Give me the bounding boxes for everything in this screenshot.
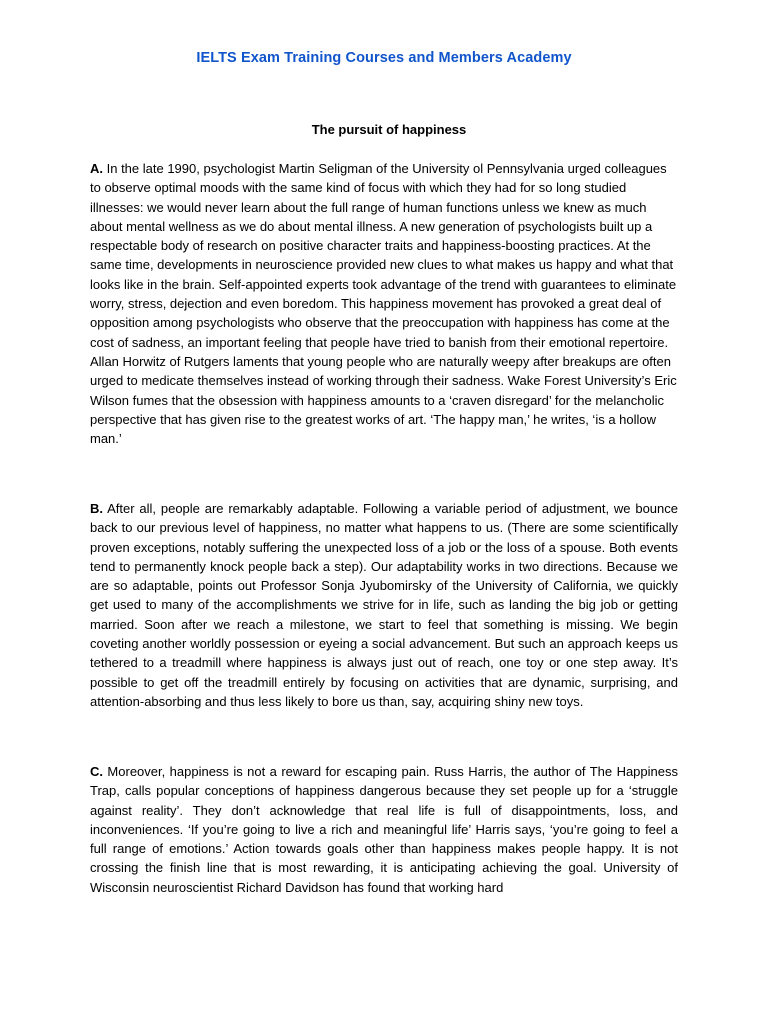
paragraph-text: After all, people are remarkably adaptable. Following a variable period of adjustment, we bounce back to our previous level of happiness, no matter what happens to us. (There are some scientifically proven exceptions, notably suffering the unexpected loss of a job or the loss of a spouse. Both events tend to permanently knock people back a step). Our adaptability works in two directions. Because we are so adaptable, points out Professor Sonja Jyubomirsky of the University of California, we quickly get used to many of the accomplishments we strive for in life, such as landing the big job or getting married. Soon after we reach a milestone, we start to feel that something is missing. We begin coveting another worldly possession or eyeing a social advancement. But such an approach keeps us tethered to a treadmill where happiness is always just out of reach, one toy or one step away. It’s possible to get off the treadmill entirely by focusing on activities that are dynamic, surprising, and attention-absorbing and thus less likely to bore us than, say, acquiring shiny new toys. [90, 501, 678, 709]
paragraph-letter: C. [90, 764, 103, 779]
paragraph-letter: B. [90, 501, 103, 516]
document-title: The pursuit of happiness [311, 122, 467, 137]
paragraph-letter: A. [90, 161, 103, 176]
paragraph-a [90, 159, 678, 448]
paragraph-text: In the late 1990, psychologist Martin Seligman of the University ol Pennsylvania urged colleagues to observe optimal moods with the same kind of focus with which they had for so long studied illnesses: we would never learn about the full range of human functions unless we knew as much about mental wellness as we do about mental illness. A new generation of psychologists built up a respectable body of research on positive character traits and happiness-boosting practices. At the same time, developments in neuroscience provided new clues to what makes us happy and what that looks like in the brain. Self-appointed experts took advantage of the trend with guarantees to eliminate worry, stress, dejection and even boredom. This happiness movement has provoked a great deal of opposition among psychologists who observe that the preoccupation with happiness has come at the cost of sadness, an important feeling that people have tried to banish from their emotional repertoire. Allan Horwitz of Rutgers laments that young people who are naturally weepy after breakups are often urged to medicate themselves instead of working through their sadness. Wake Forest University’s Eric Wilson fumes that the obsession with happiness amounts to a ‘craven disregard’ for the melancholic perspective that has given rise to the greatest works of art. ‘The happy man,’ he writes, ‘is a hollow man.’ [90, 161, 677, 447]
paragraph-c [90, 762, 678, 897]
header-title: IELTS Exam Training Courses and Members Academy [196, 50, 572, 66]
paragraph-b [90, 499, 678, 711]
paragraph-text: Moreover, happiness is not a reward for escaping pain. Russ Harris, the author of The Happiness Trap, calls popular conceptions of happiness dangerous because they set people up for a ‘struggle against reality’. They don’t acknowledge that real life is full of disappointments, loss, and inconveniences. ‘If you’re going to live a rich and meaningful life’ Harris says, ‘you’re going to feel a full range of emotions.’ Action towards goals other than happiness makes people happy. It is not crossing the finish line that is most rewarding, it is anticipating achieving the goal. University of Wisconsin neuroscientist Richard Davidson has found that working hard [90, 764, 678, 895]
